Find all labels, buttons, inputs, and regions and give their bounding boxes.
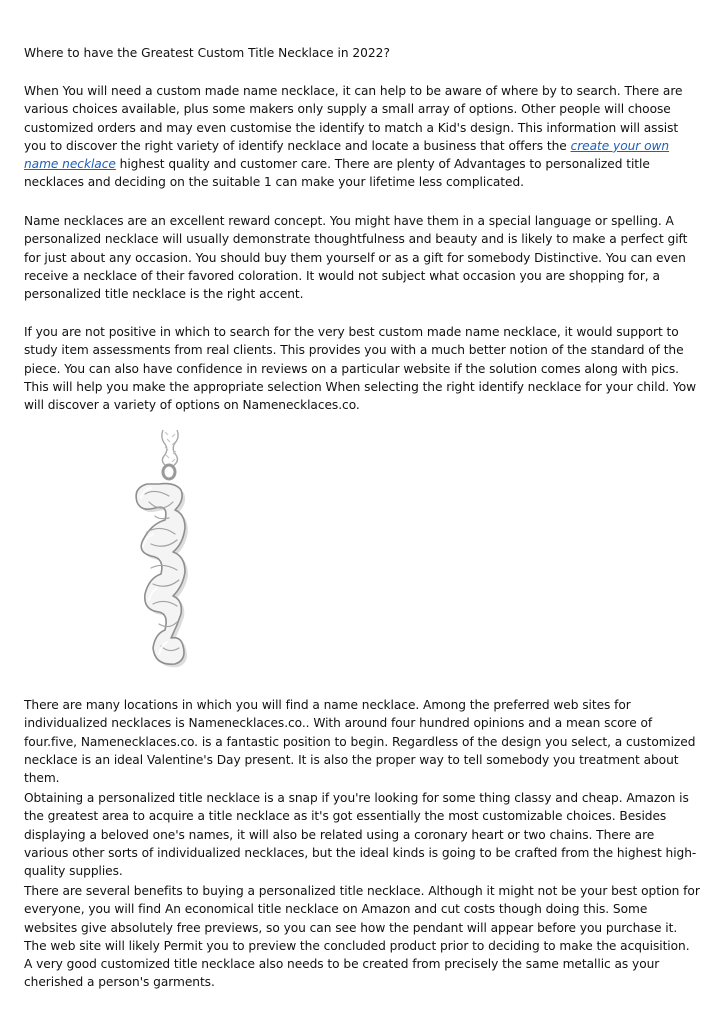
pendant-script bbox=[136, 484, 185, 665]
paragraph-3: If you are not positive in which to search for the very best custom made name necklace, it would support to study item assessments from real clients. This provides you with a much better notion of the standard of the piece. You can also have confidence in reviews on a particular website if the solution comes along with pics. This will help you make the appropriate selection When selecting the right identify necklace for your child. Yow will discover a variety of options on Namenecklaces.co. bbox=[24, 325, 697, 413]
paragraph-2: Name necklaces are an excellent reward concept. You might have them in a special language or spelling. A personalized necklace will usually demonstrate thoughtfulness and beauty and is likely to make a perfect gift for just about any occasion. You should buy them yourself or as a gift for somebody Distinctive. You can even receive a necklace of their favored coloration. It would not subject what occasion you are shopping for, a personalized title necklace is the right accent. bbox=[24, 214, 688, 302]
page-title: Where to have the Greatest Custom Title Necklace in 2022? bbox=[24, 46, 390, 60]
paragraph-5: Obtaining a personalized title necklace is a snap if you're looking for some thing classy and cheap. Amazon is the greatest area to acquire a title necklace as it's got essentially the most customizable choices. Besides displaying a beloved one's names, it will also be related using a coronary heart or two chains. There are various other sorts of individualized necklaces, but the ideal kinds is going to be crafted from the highest high-quality supplies. bbox=[24, 791, 697, 879]
paragraph-6: There are several benefits to buying a personalized title necklace. Although it might not be your best option for everyone, you will find An economical title necklace on Amazon and cut costs though doing this. Some websites give absolutely free previews, so you can see how the pendant will appear before you purchase it. The web site will likely Permit you to preview the concluded product prior to deciding to make the acquisition. A very good customized title necklace also needs to be created from precisely the same metallic as your cherished a person's garments. bbox=[24, 884, 700, 990]
paragraph-4: There are many locations in which you will find a name necklace. Among the preferred web sites for individualized necklaces is Namenecklaces.co.. With around four hundred opinions and a mean score of four.five, Namenecklaces.co. is a fantastic position to begin. Regardless of the design you select, a customized necklace is an ideal Valentine's Day present. It is also the proper way to tell somebody you treatment about them. bbox=[24, 698, 696, 786]
name-necklace-image bbox=[111, 428, 229, 674]
paragraph-1-text-after: highest quality and customer care. There are plenty of Advantages to personalized title necklaces and deciding on the suitable 1 can make your lifetime less complicated. bbox=[24, 157, 650, 190]
paragraph-1-text-before: When You will need a custom made name necklace, it can help to be aware of where by to search. There are various choices available, plus some makers only supply a small array of options. Other people will choose customized orders and may even customise the identify to match a Kid's design. This information will assist you to discover the right variety of identify necklace and locate a business that offers the bbox=[24, 84, 683, 153]
paragraph-1 bbox=[24, 82, 700, 192]
create-name-necklace-link[interactable]: create your own name necklace bbox=[24, 138, 670, 172]
pendant-bail bbox=[163, 465, 175, 479]
necklace-chain bbox=[162, 430, 178, 466]
